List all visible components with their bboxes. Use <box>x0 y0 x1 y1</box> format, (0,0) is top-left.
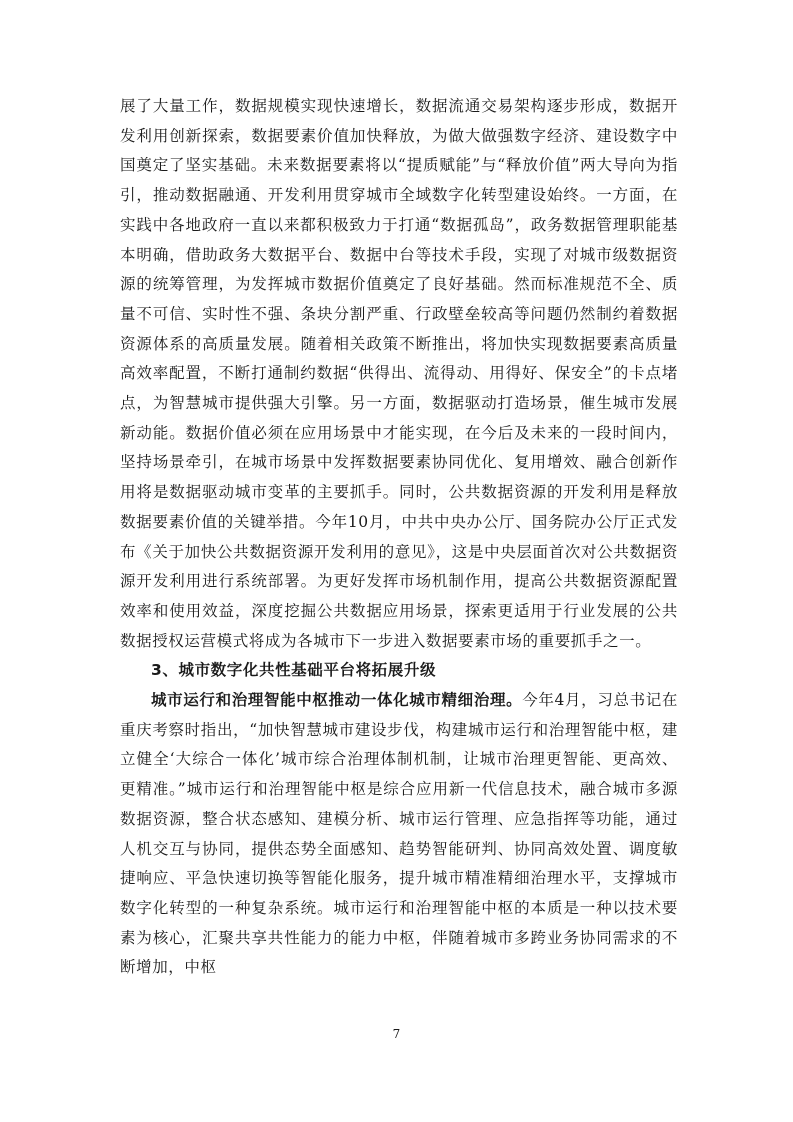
paragraph-body-text: 今年4月，习总书记在重庆考察时指出，“加快智慧城市建设步伐，构建城市运行和治理智能中枢，建立健全‘大综合一体化’城市综合治理体制机制，让城市治理更智能、更高效、更精准。”城市运行和治理智能中枢是综合应用新一代信息技术，融合城市多源数据资源，整合状态感知、建模分析、城市运行管理、应急指挥等功能，通过人机交互与协同，提供态势全面感知、趋势智能研判、协同高效处置、调度敏捷响应、平急快速切换等智能化服务，提升城市精准精细治理水平，支撑城市数字化转型的一种复杂系统。城市运行和治理智能中枢的本质是一种以技术要素为核心，汇聚共享共性能力的能力中枢，伴随着城市多跨业务协同需求的不断增加，中枢 <box>120 691 678 977</box>
document-body <box>120 92 678 983</box>
page-number: 7 <box>392 1027 401 1041</box>
paragraph-continued: 展了大量工作，数据规模实现快速增长，数据流通交易架构逐步形成，数据开发利用创新探索，数据要素价值加快释放，为做大做强数字经济、建设数字中国奠定了坚实基础。未来数据要素将以“提质赋能”与“释放价值”两大导向为指引，推动数据融通、开发利用贯穿城市全域数字化转型建设始终。一方面，在实践中各地政府一直以来都积极致力于打通“数据孤岛”，政务数据管理职能基本明确，借助政务大数据平台、数据中台等技术手段，实现了对城市级数据资源的统筹管理，为发挥城市数据价值奠定了良好基础。然而标准规范不全、质量不可信、实时性不强、条块分割严重、行政壁垒较高等问题仍然制约着数据资源体系的高质量发展。随着相关政策不断推出，将加快实现数据要素高质量高效率配置，不断打通制约数据“供得出、流得动、用得好、保安全”的卡点堵点，为智慧城市提供强大引擎。另一方面，数据驱动打造场景，催生城市发展新动能。数据价值必须在应用场景中才能实现，在今后及未来的一段时间内，坚持场景牵引，在城市场景中发挥数据要素协同优化、复用增效、融合创新作用将是数据驱动城市变革的主要抓手。同时，公共数据资源的开发利用是释放数据要素价值的关键举措。今年10月，中共中央办公厅、国务院办公厅正式发布《关于加快公共数据资源开发利用的意见》，这是中央层面首次对公共数据资源开发利用进行系统部署。为更好发挥市场机制作用，提高公共数据资源配置效率和使用效益，深度挖掘公共数据应用场景，探索更适用于行业发展的公共数据授权运营模式将成为各城市下一步进入数据要素市场的重要抓手之一。 <box>120 97 678 650</box>
section-heading: 3、城市数字化共性基础平台将拓展升级 <box>151 661 437 680</box>
paragraph-smart-hub <box>120 686 678 983</box>
paragraph-lead-sentence: 城市运行和治理智能中枢推动一体化城市精细治理。 <box>151 691 523 710</box>
